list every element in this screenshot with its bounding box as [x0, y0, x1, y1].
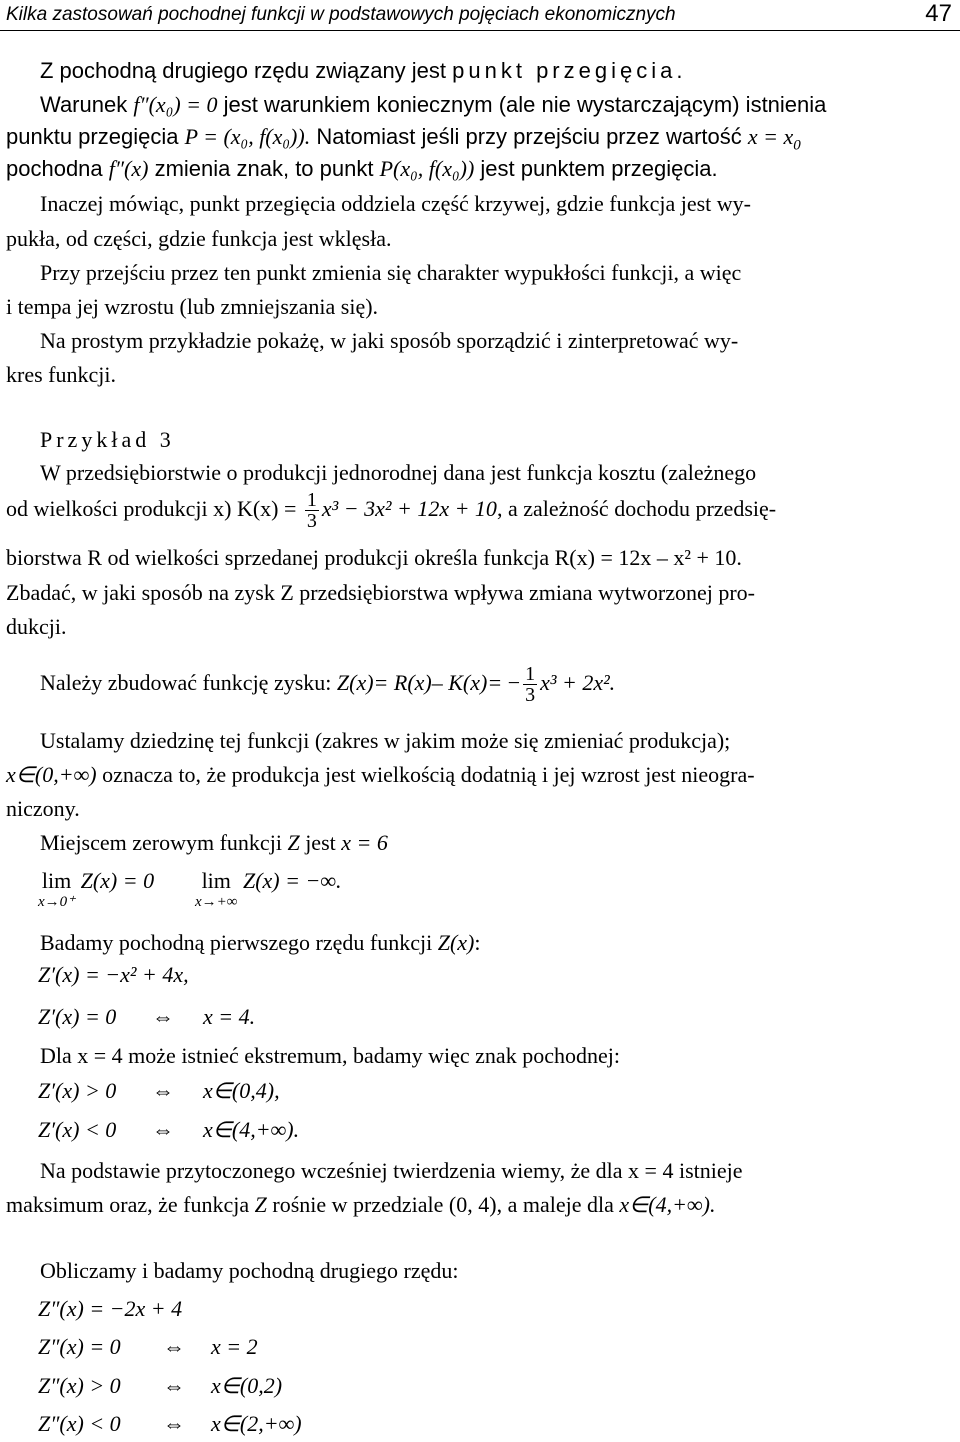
page-number: 47: [925, 0, 952, 27]
example-text: jest: [299, 830, 342, 855]
formula-subscript: 0: [793, 137, 801, 154]
lim-word: lim: [201, 868, 231, 893]
fraction-numerator: 1: [306, 489, 317, 512]
formula-sign: −: [507, 670, 521, 695]
lim-word: lim: [41, 868, 72, 893]
second-derivative-zero-left: Z″(x) = 0: [38, 1334, 121, 1359]
conclusion-line-2: [6, 1192, 715, 1218]
iff-symbol: ⇔: [163, 1373, 185, 1398]
example-text: , a zależność dochodu przedsię-: [496, 496, 777, 521]
formula: Z: [254, 1192, 267, 1217]
intro-text: Natomiast jeśli przy przejściu przez wartość: [310, 124, 748, 149]
limit-operator: [38, 868, 75, 910]
intro-line-9: Na prostym przykładzie pokażę, w jaki sposób sporządzić i zinterpretować wy-: [40, 328, 739, 353]
sign-positive-left: Z′(x) > 0: [38, 1078, 117, 1103]
page-header: [0, 0, 960, 31]
running-title: Kilka zastosowań pochodnej funkcji w podstawowych pojęciach ekonomicznych: [6, 4, 676, 25]
second-derivative-pos-right: x∈(0,2): [211, 1373, 283, 1398]
formula: x = 6: [341, 830, 388, 855]
formula: f″(x): [108, 156, 149, 181]
example-line-4: Zbadać, w jaki sposób na zysk Z przedsiębiorstwa wpływa zmiana wytworzonej pro-: [6, 580, 755, 605]
fraction-denominator: 3: [525, 684, 536, 707]
intro-line-8: i tempa jej wzrostu (lub zmniejszania się).: [6, 294, 379, 319]
lim-subscript: x→+∞: [195, 894, 238, 910]
formula: Z(x): [437, 930, 475, 955]
formula-cost-function: x³ − 3x² + 12x + 10: [321, 496, 497, 521]
example-text: rośnie w przedziale (0, 4), a maleje dla: [266, 1192, 620, 1217]
second-derivative-pos-left: Z″(x) > 0: [38, 1373, 121, 1398]
intro-text: punktu przegięcia: [6, 124, 185, 149]
conclusion-line-1: Na podstawie przytoczonego wcześniej twierdzenia wiemy, że dla x = 4 istnieje: [40, 1158, 743, 1183]
zero-line: [40, 830, 388, 856]
limit-1: [38, 868, 154, 910]
example-text: maksimum oraz, że funkcja: [6, 1192, 255, 1217]
first-derivative-zero-left: Z′(x) = 0: [38, 1004, 117, 1029]
second-derivative-neg-left: Z″(x) < 0: [38, 1411, 121, 1436]
iff-symbol: ⇔: [152, 1078, 174, 1103]
sign-intro: Dla x = 4 może istnieć ekstremum, badamy więc znak pochodnej:: [40, 1043, 620, 1068]
intro-text: pochodna: [6, 156, 109, 181]
second-derivative-neg-right: x∈(2,+∞): [211, 1411, 302, 1436]
example-text: :: [474, 930, 481, 955]
intro-text: zmienia znak, to punkt: [148, 156, 380, 181]
example-line-2: [6, 486, 776, 532]
fraction: [305, 490, 319, 531]
first-derivative-zero-right: x = 4.: [203, 1004, 256, 1029]
sign-negative-left: Z′(x) < 0: [38, 1117, 117, 1142]
domain-line-2: [6, 762, 755, 788]
example-text: Miejscem zerowym funkcji: [40, 830, 288, 855]
second-derivative-intro: Obliczamy i badamy pochodną drugiego rzędu:: [40, 1258, 459, 1283]
example-line-5: dukcji.: [6, 614, 67, 639]
first-derivative-eq: Z′(x) = −x² + 4x,: [38, 962, 189, 987]
formula: Z(x) = 0: [80, 868, 155, 893]
iff-symbol: ⇔: [152, 1004, 174, 1029]
formula: Z: [287, 830, 300, 855]
iff-symbol: ⇔: [152, 1117, 174, 1142]
formula: P(x₀, f(x₀)): [379, 156, 475, 181]
example-text: oznacza to, że produkcja jest wielkością dodatnią i jej wzrost jest nieogra-: [96, 762, 755, 787]
intro-line-4: [6, 156, 718, 182]
example-text: od wielkości produkcji x) K(x) =: [6, 496, 297, 521]
example-heading: Przykład 3: [40, 427, 175, 452]
intro-text: Warunek: [40, 92, 134, 117]
intro-text: jest warunkiem koniecznym (ale nie wystarczającym) istnienia: [217, 92, 827, 117]
intro-text: jest punktem przegięcia.: [474, 156, 718, 181]
formula: f″(x₀) = 0: [133, 92, 218, 117]
domain-line-1: Ustalamy dziedzinę tej funkcji (zakres w jakim może się zmieniać produkcja);: [40, 728, 731, 753]
fraction: [523, 664, 537, 705]
formula-domain: x∈(0,+∞): [6, 762, 97, 787]
formula: Z(x)= R(x)– K(x)=: [336, 670, 503, 695]
sign-negative-right: x∈(4,+∞).: [203, 1117, 300, 1142]
lim-subscript: x→0⁺: [38, 894, 76, 910]
intro-line-2: [40, 92, 826, 118]
second-derivative-eq: Z″(x) = −2x + 4: [38, 1296, 183, 1321]
domain-line-3: niczony.: [6, 796, 80, 821]
formula-profit-function: x³ + 2x².: [540, 670, 616, 695]
example-text: Należy zbudować funkcję zysku:: [40, 670, 337, 695]
intro-line-1: [40, 58, 686, 84]
sign-positive-right: x∈(0,4),: [203, 1078, 280, 1103]
example-text: Badamy pochodną pierwszego rzędu funkcji: [40, 930, 438, 955]
intro-line-3: [6, 124, 801, 158]
term-inflection-point: punkt przegięcia.: [452, 58, 687, 83]
formula: P = (x₀, f(x₀)).: [184, 124, 311, 149]
formula: x = x: [747, 124, 794, 149]
fraction-numerator: 1: [525, 663, 536, 686]
profit-function-line: [40, 660, 615, 706]
example-line-3: biorstwa R od wielkości sprzedanej produkcji określa funkcja R(x) = 12x – x² + 10.: [6, 545, 742, 570]
intro-line-7: Przy przejściu przez ten punkt zmienia się charakter wypukłości funkcji, a więc: [40, 260, 742, 285]
fraction-denominator: 3: [306, 510, 317, 533]
intro-line-6: pukła, od części, gdzie funkcja jest wklęsła.: [6, 226, 392, 251]
iff-symbol: ⇔: [163, 1334, 185, 1359]
iff-symbol: ⇔: [163, 1411, 185, 1436]
second-derivative-zero-right: x = 2: [211, 1334, 258, 1359]
intro-text: Z pochodną drugiego rzędu związany jest: [40, 58, 453, 83]
formula: x∈(4,+∞).: [619, 1192, 716, 1217]
limit-operator: [195, 868, 237, 910]
limit-2: [195, 868, 342, 910]
intro-line-5: Inaczej mówiąc, punkt przegięcia oddziela część krzywej, gdzie funkcja jest wy-: [40, 191, 751, 216]
first-derivative-intro: [40, 930, 480, 956]
formula: Z(x) = −∞.: [242, 868, 342, 893]
intro-line-10: kres funkcji.: [6, 362, 116, 387]
example-line-1: W przedsiębiorstwie o produkcji jednorodnej dana jest funkcja kosztu (zależnego: [40, 460, 757, 485]
